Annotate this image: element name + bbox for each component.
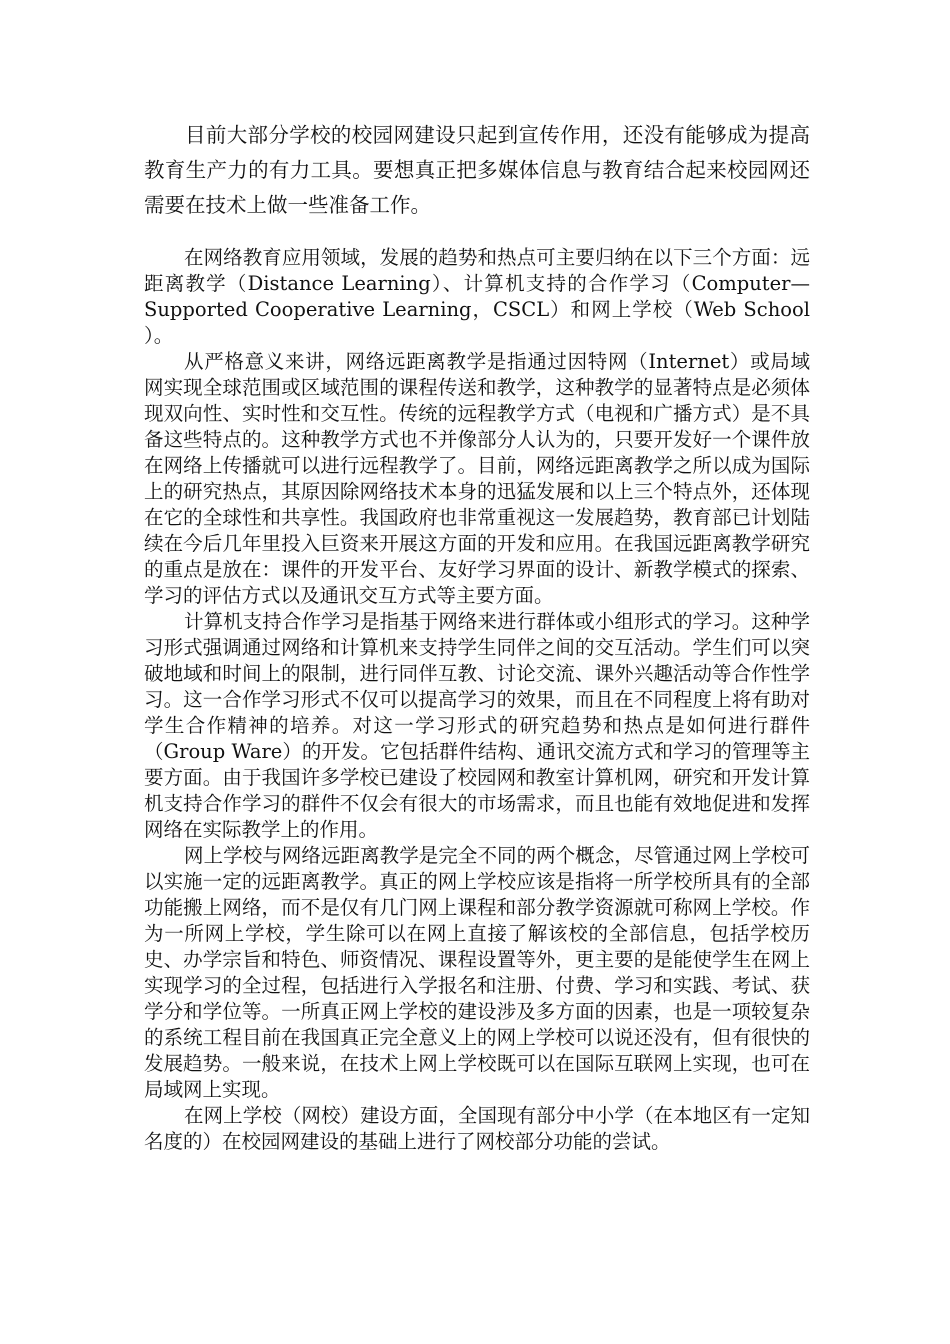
paragraph-cscl: 计算机支持合作学习是指基于网络来进行群体或小组形式的学习。这种学习形式强调通过网络和计算机来支持学生同伴之间的交互活动。学生们可以突破地域和时间上的限制，进行同伴互教、讨论交流、课外兴趣活动等合作性学习。这一合作学习形式不仅可以提高学习的效果，而且在不同程度上将有助对学生合作精神的培养。对这一学习形式的研究趋势和热点是如何进行群件（Group Ware）的开发。它包括群件结构、通讯交流方式和学习的管理等主要方面。由于我国许多学校已建设了校园网和教室计算机网，研究和开发计算机支持合作学习的群件不仅会有很大的市场需求，而且也能有效地促进和发挥网络在实际教学上的作用。 (144, 610, 810, 841)
document-body (144, 245, 810, 1155)
intro-paragraph: 目前大部分学校的校园网建设只起到宣传作用，还没有能够成为提高教育生产力的有力工具。要想真正把多媒体信息与教育结合起来校园网还需要在技术上做一些准备工作。 (144, 123, 810, 217)
paragraph-web-school: 网上学校与网络远距离教学是完全不同的两个概念，尽管通过网上学校可以实施一定的远距离教学。真正的网上学校应该是指将一所学校所具有的全部功能搬上网络，而不是仅有几门网上课程和部分教学资源就可称网上学校。作为一所网上学校，学生除可以在网上直接了解该校的全部信息，包括学校历史、办学宗旨和特色、师资情况、课程设置等外，更主要的是能使学生在网上实现学习的全过程，包括进行入学报名和注册、付费、学习和实践、考试、获学分和学位等。一所真正网上学校的建设涉及多方面的因素，也是一项较复杂的系统工程目前在我国真正完全意义上的网上学校可以说还没有，但有很快的发展趋势。一般来说，在技术上网上学校既可以在国际互联网上实现，也可在局域网上实现。 (144, 844, 810, 1101)
paragraph-web-school-construction: 在网上学校（网校）建设方面，全国现有部分中小学（在本地区有一定知名度的）在校园网建设的基础上进行了网校部分功能的尝试。 (144, 1104, 810, 1153)
paragraph-distance-learning: 从严格意义来讲，网络远距离教学是指通过因特网（Internet）或局域网实现全球范围或区域范围的课程传送和教学，这种教学的显著特点是必须体现双向性、实时性和交互性。传统的远程教学方式（电视和广播方式）是不具备这些特点的。这种教学方式也不并像部分人认为的，只要开发好一个课件放在网络上传播就可以进行远程教学了。目前，网络远距离教学之所以成为国际上的研究热点，其原因除网络技术本身的迅猛发展和以上三个特点外，还体现在它的全球性和共享性。我国政府也非常重视这一发展趋势，教育部已计划陆续在今后几年里投入巨资来开展这方面的开发和应用。在我国远距离教学研究的重点是放在：课件的开发平台、友好学习界面的设计、新教学模式的探索、学习的评估方式以及通讯交互方式等主要方面。 (144, 350, 810, 607)
paragraph-trends: 在网络教育应用领域，发展的趋势和热点可主要归纳在以下三个方面：远距离教学（Distance Learning）、计算机支持的合作学习（Computer—Supported Cooperative Learning，CSCL）和网上学校（Web School ）。 (144, 246, 810, 347)
